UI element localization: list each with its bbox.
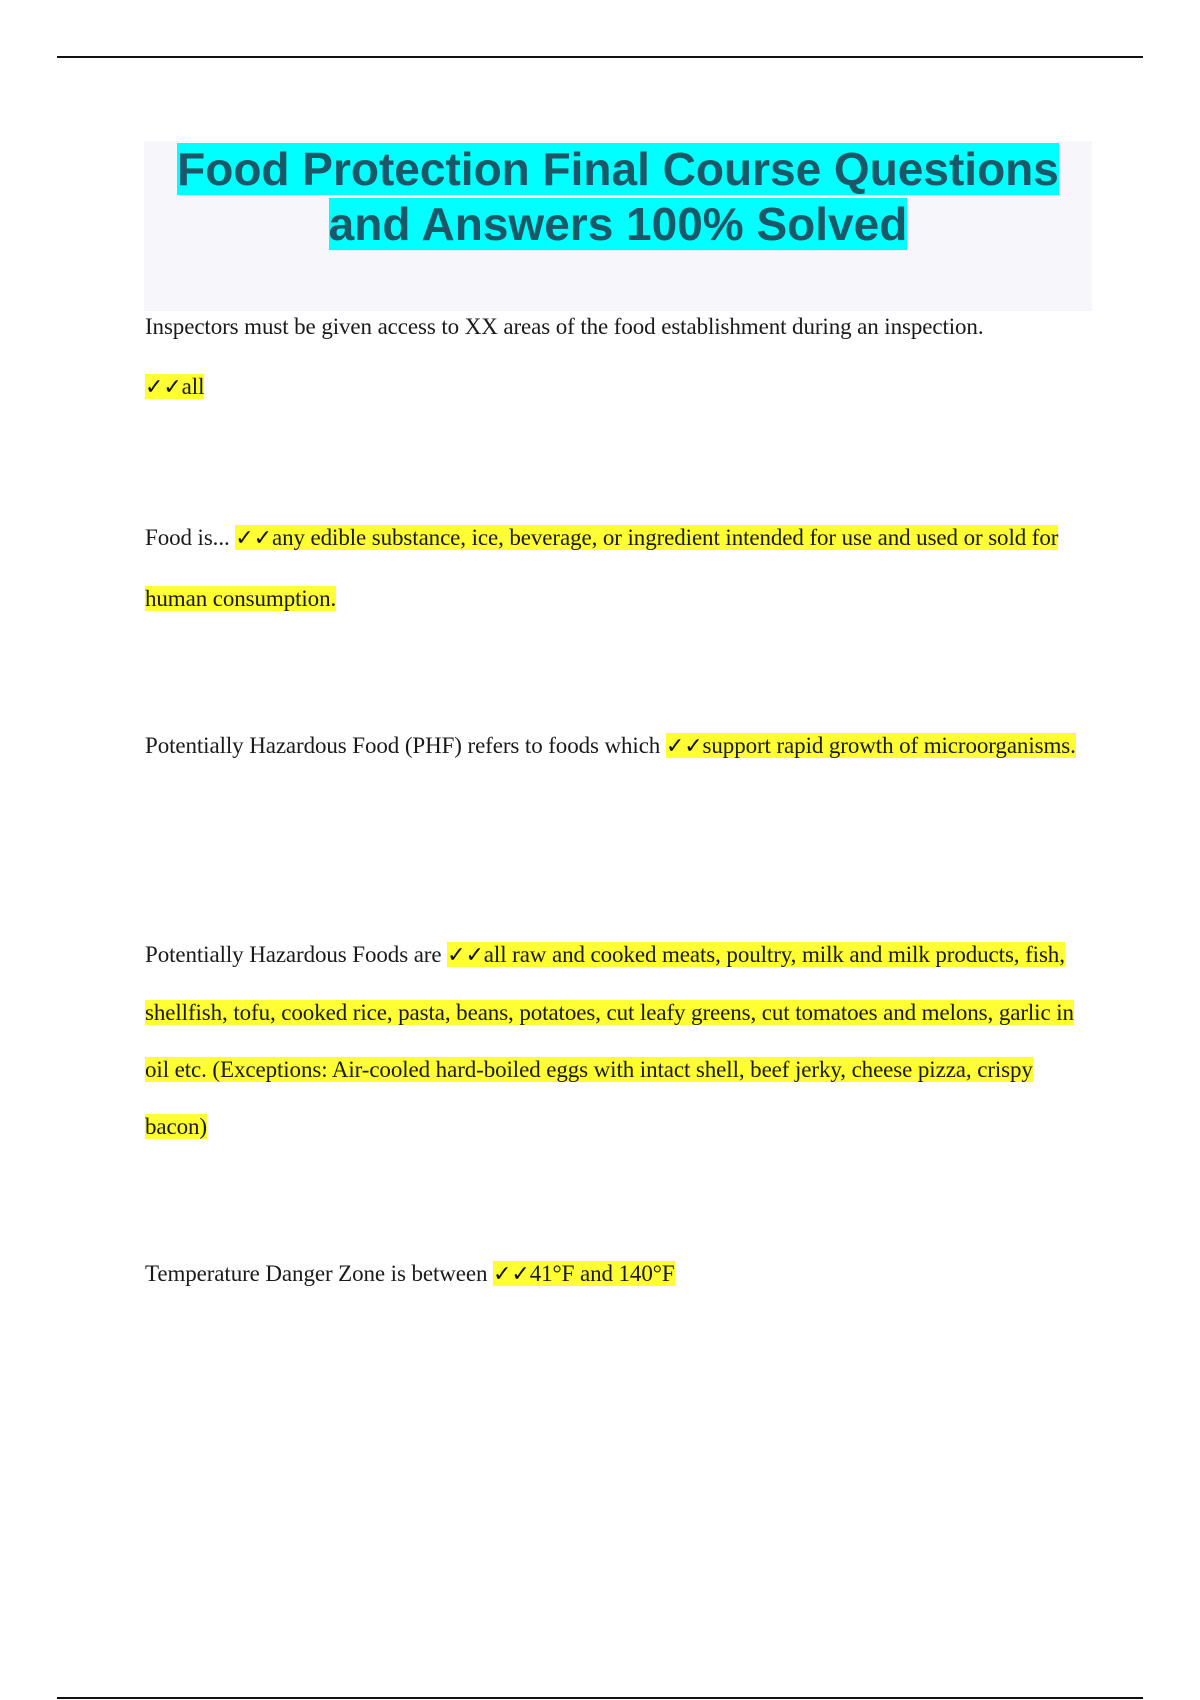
answer-text: any edible substance, ice, beverage, or ingredient intended for use and used or sold for human consumption. (145, 525, 1059, 611)
answer-highlight (493, 1261, 674, 1286)
question-text: Temperature Danger Zone is between (145, 1261, 494, 1286)
checkmark-icon: ✓✓ (235, 526, 272, 551)
top-rule (57, 56, 1143, 58)
answer-text: support rapid growth of microorganisms. (702, 733, 1076, 758)
qa-item-1 (145, 297, 1085, 418)
answer-text: all raw and cooked meats, poultry, milk and milk products, fish, shellfish, tofu, cooked rice, pasta, beans, potatoes, cut leafy greens, cut tomatoes and melons, garlic in oil etc. (Exceptions: Air-cooled hard-boiled eggs with intact shell, beef jerky, cheese pizza, crispy bacon) (145, 942, 1074, 1139)
checkmark-icon: ✓✓ (665, 734, 703, 759)
answer-text: all (181, 374, 205, 399)
checkmark-icon: ✓✓ (145, 375, 182, 400)
qa-item-3 (145, 716, 1085, 777)
question-text: Food is... (145, 525, 236, 550)
bottom-rule (57, 1697, 1143, 1699)
qa-item-2 (145, 508, 1085, 629)
question-text: Potentially Hazardous Foods are (145, 942, 448, 967)
qa-item-4 (145, 926, 1085, 1155)
checkmark-icon: ✓✓ (493, 1262, 530, 1287)
document-title (144, 142, 1092, 252)
title-line-2: and Answers 100% Solved (328, 198, 908, 250)
answer-highlight (145, 942, 1074, 1139)
answer-highlight (145, 525, 1058, 611)
question-text: Inspectors must be given access to XX areas of the food establishment during an inspection. (145, 314, 984, 339)
title-line-1: Food Protection Final Course Questions (177, 143, 1059, 195)
checkmark-icon: ✓✓ (447, 943, 484, 968)
answer-highlight (666, 733, 1076, 758)
qa-item-5 (145, 1244, 1085, 1305)
answer-highlight (145, 374, 204, 399)
answer-text: 41°F and 140°F (529, 1261, 675, 1286)
question-text: Potentially Hazardous Food (PHF) refers to foods which (145, 733, 666, 758)
